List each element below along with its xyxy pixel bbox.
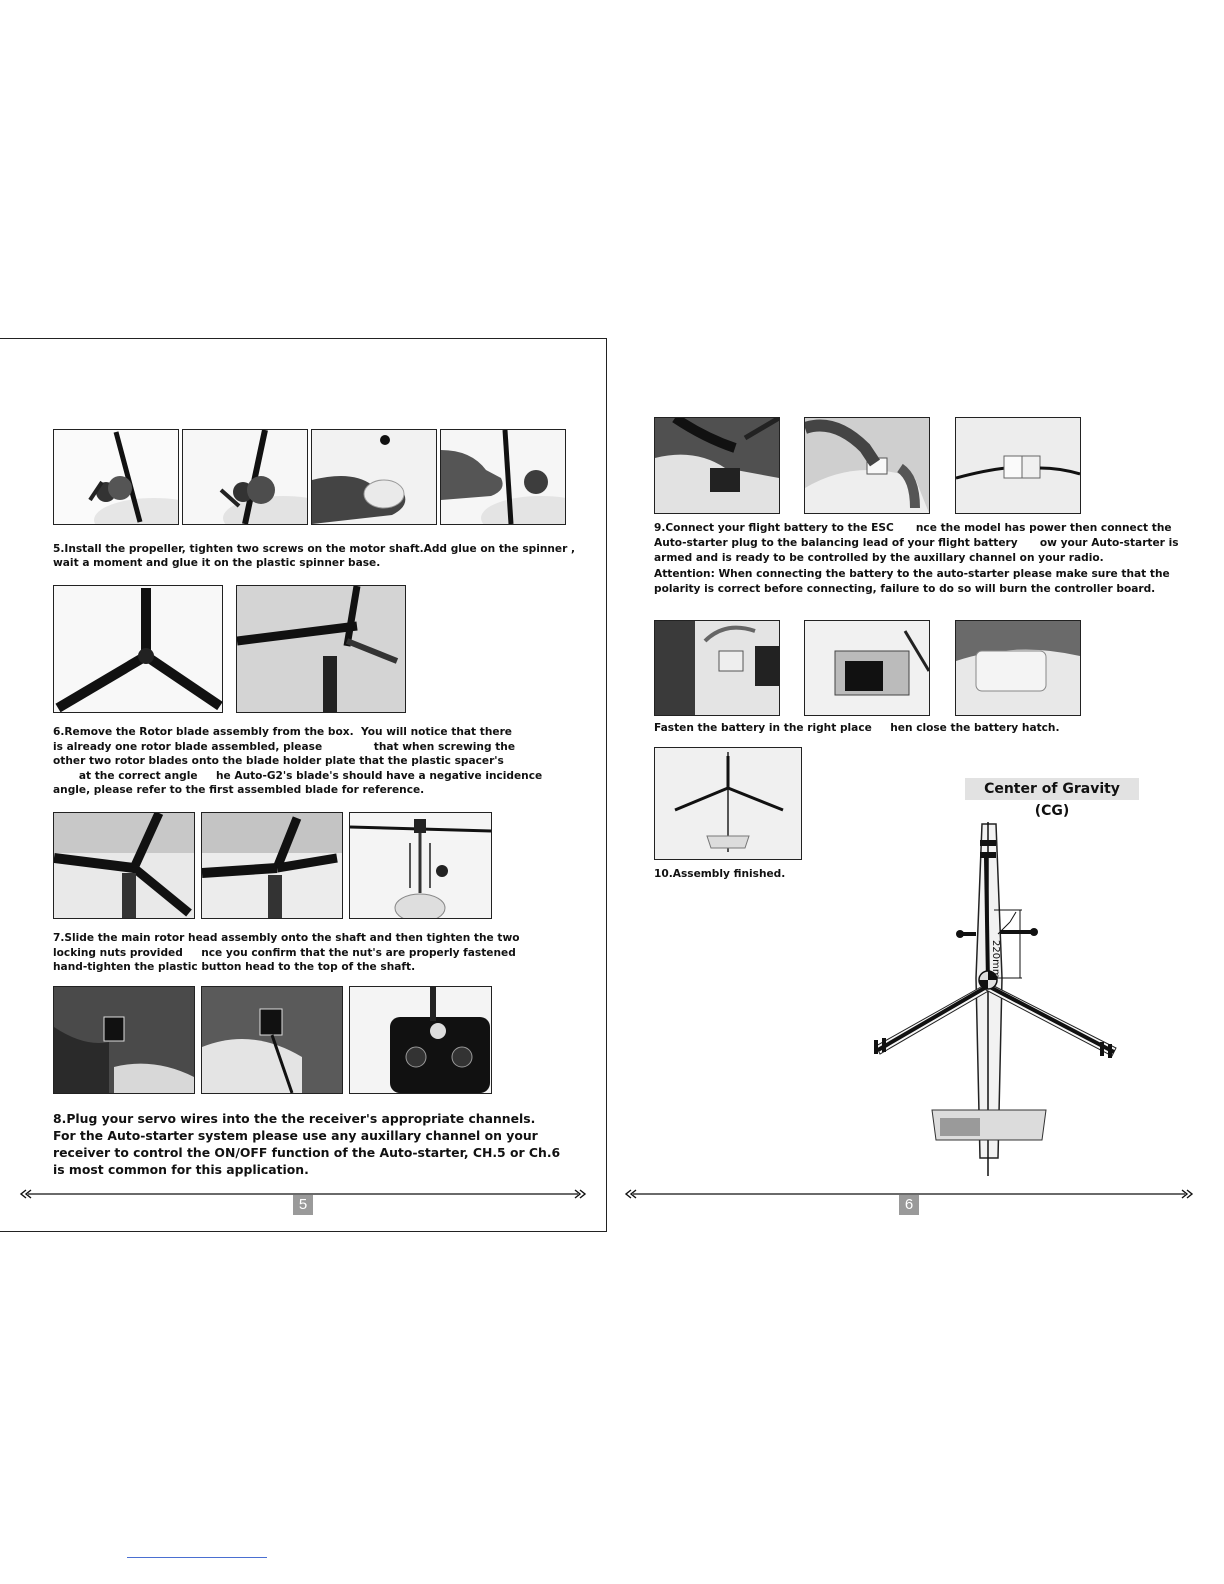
step5-caption-line2: wait a moment and glue it on the plastic spinner base. (53, 557, 381, 569)
step9-photo-1 (654, 417, 780, 514)
step7-photo-1 (53, 812, 195, 919)
step6-caption-line2: is already one rotor blade assembled, please that when screwing the (53, 741, 516, 753)
link-underline (127, 1557, 267, 1558)
step6-photo-2 (236, 585, 406, 713)
step9-attention-line1: Attention: When connecting the battery to the auto-starter please make sure that the (654, 568, 1170, 580)
step9-photo-3 (955, 417, 1081, 514)
step8-caption-line3: receiver to control the ON/OFF function of the Auto-starter, CH.5 or Ch.6 (53, 1145, 561, 1160)
step6-caption-line5: angle, please refer to the first assembled blade for reference. (53, 784, 425, 796)
step10-caption: 10.Assembly finished. (654, 868, 786, 880)
step5-photo-1 (53, 429, 179, 525)
step8-caption-line1: 8.Plug your servo wires into the the receiver's appropriate channels. (53, 1111, 536, 1126)
step9-photo-2 (804, 417, 930, 514)
step8-caption-line4: is most common for this application. (53, 1162, 309, 1177)
step5-photo-4 (440, 429, 566, 525)
page-number-6: 6 (899, 1195, 919, 1215)
step8-photo-2 (201, 986, 343, 1094)
step6-caption-line1: 6.Remove the Rotor blade assembly from the box. You will notice that there (53, 726, 512, 738)
battery-photo-3 (955, 620, 1081, 716)
step10-photo (654, 747, 802, 860)
step6-caption-line4: at the correct angle he Auto-G2's blade's should have a negative incidence (53, 770, 543, 782)
step9-caption-line2: Auto-starter plug to the balancing lead of your flight battery ow your Auto-starter is (654, 537, 1179, 549)
step9-attention-line2: polarity is correct before connecting, failure to do so will burn the controller board. (654, 583, 1156, 595)
step8-photo-1 (53, 986, 195, 1094)
cg-title: Center of Gravity (CG) (965, 778, 1139, 800)
step9-caption-line3: armed and is ready to be controlled by the auxillary channel on your radio. (654, 552, 1104, 564)
step7-caption-line3: hand-tighten the plastic button head to the top of the shaft. (53, 961, 416, 973)
step5-caption-line1: 5.Install the propeller, tighten two screws on the motor shaft.Add glue on the spinner , (53, 543, 576, 555)
battery-caption: Fasten the battery in the right place hen close the battery hatch. (654, 722, 1060, 734)
step8-caption-line2: For the Auto-starter system please use any auxillary channel on your (53, 1128, 538, 1143)
step6-photo-1 (53, 585, 223, 713)
step7-caption-line1: 7.Slide the main rotor head assembly onto the shaft and then tighten the two (53, 932, 520, 944)
page-number-5: 5 (293, 1195, 313, 1215)
step6-caption-line3: other two rotor blades onto the blade holder plate that the plastic spacer's (53, 755, 504, 767)
step7-photo-3 (349, 812, 492, 919)
battery-photo-1 (654, 620, 780, 716)
step7-caption-line2: locking nuts provided nce you confirm that the nut's are properly fastened (53, 947, 516, 959)
step8-photo-3 (349, 986, 492, 1094)
battery-photo-2 (804, 620, 930, 716)
step9-caption-line1: 9.Connect your flight battery to the ESC nce the model has power then connect the (654, 522, 1172, 534)
cg-dimension-label: 220mm (990, 940, 1001, 979)
step5-photo-2 (182, 429, 308, 525)
step7-photo-2 (201, 812, 343, 919)
cg-aircraft-diagram (870, 818, 1122, 1178)
step5-photo-3 (311, 429, 437, 525)
